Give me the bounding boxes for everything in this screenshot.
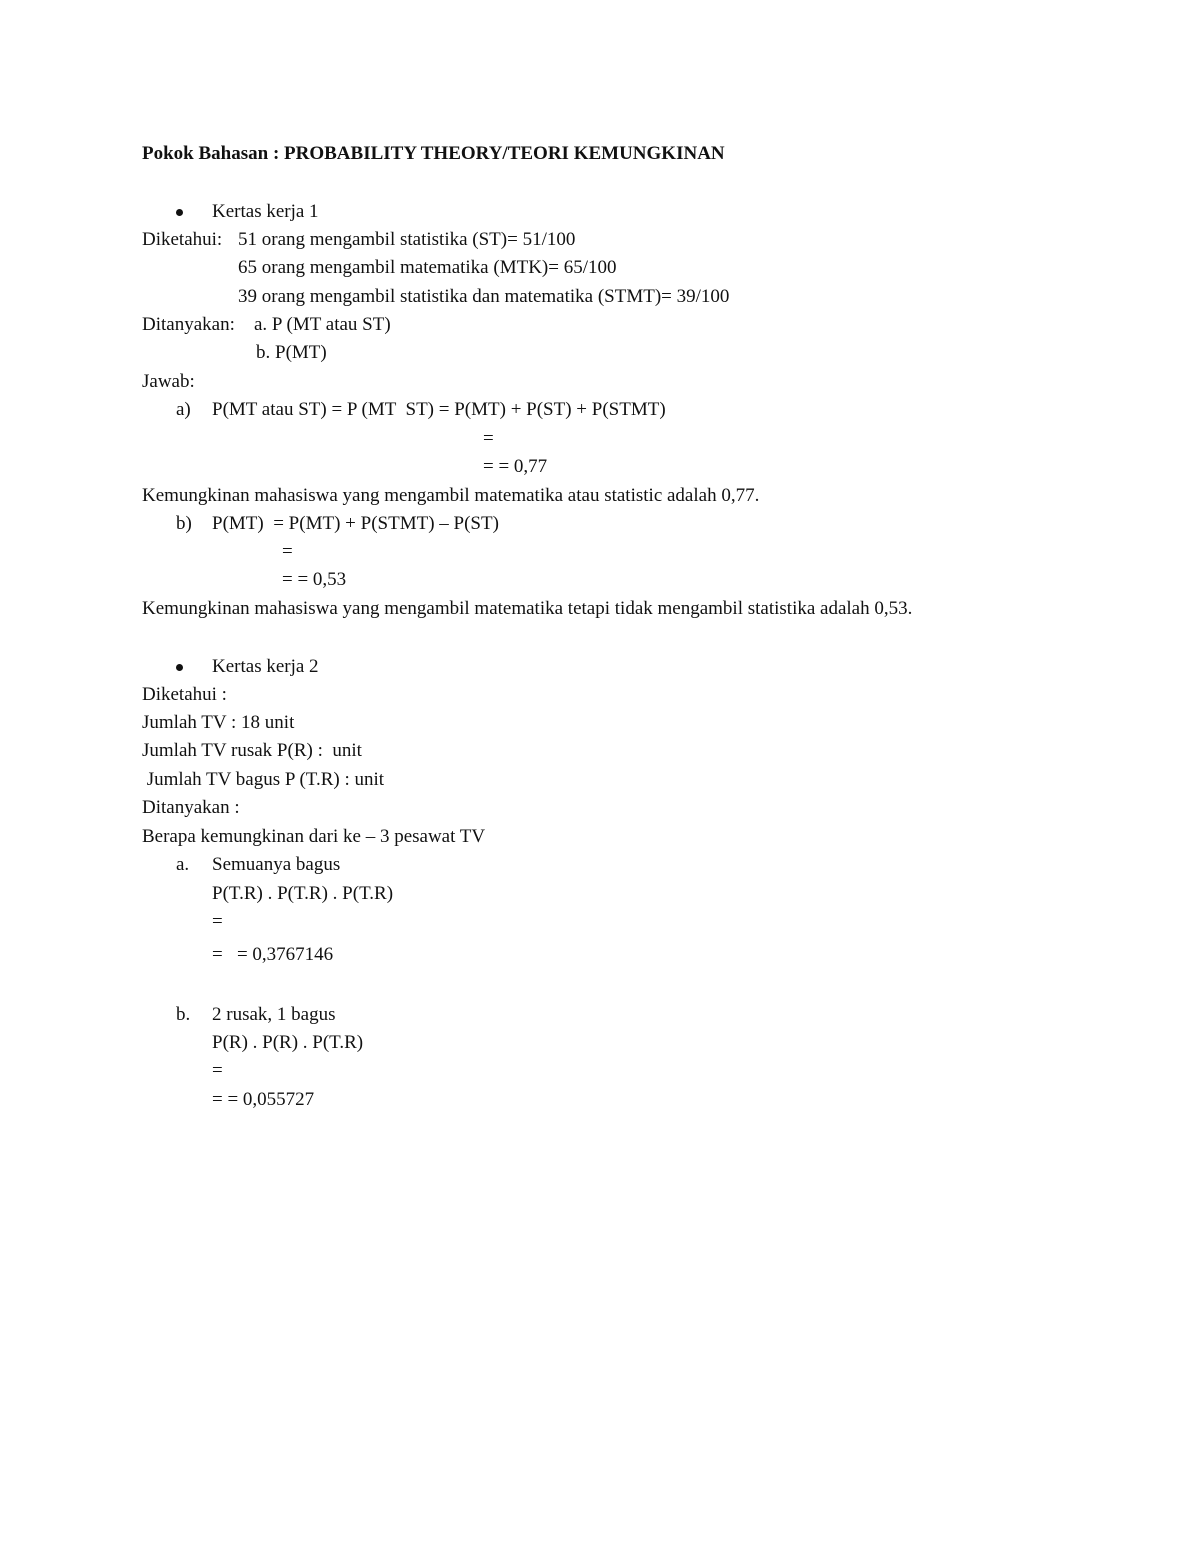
ditanyakan-item-a: a. P (MT atau ST) [254,314,391,335]
section1-heading: Kertas kerja 1 [212,201,319,222]
answer-a-eq2: = = 0,77 [483,456,548,477]
case-a-eq1: = [212,911,223,932]
bullet-icon [176,209,183,216]
case-b-title: 2 rusak, 1 bagus [212,1004,336,1025]
case-a-formula: P(T.R) . P(T.R) . P(T.R) [212,883,394,904]
answer-a-formula: P(MT atau ST) = P (MT ST) = P(MT) + P(ST) + P(STMT) [212,399,666,420]
answer-a-label: a) [176,399,191,420]
diketahui-label-2: Diketahui : [142,684,227,705]
case-b-eq1: = [212,1060,223,1081]
jumlah-tv: Jumlah TV : 18 unit [142,712,295,733]
answer-a-conclusion: Kemungkinan mahasiswa yang mengambil matematika atau statistic adalah 0,77. [142,485,760,506]
ditanyakan-label-2: Ditanyakan : [142,797,240,818]
ditanyakan-label: Ditanyakan: [142,314,235,335]
answer-b-label: b) [176,513,192,534]
jawab-label: Jawab: [142,371,195,392]
question-text: Berapa kemungkinan dari ke – 3 pesawat TV [142,826,486,847]
section2-heading: Kertas kerja 2 [212,656,319,677]
page-title: Pokok Bahasan : PROBABILITY THEORY/TEORI KEMUNGKINAN [142,143,725,164]
diketahui-label: Diketahui: [142,229,223,250]
diketahui-item-3: 39 orang mengambil statistika dan matematika (STMT)= 39/100 [238,286,730,307]
case-a-eq2: = = 0,3767146 [212,944,334,965]
diketahui-item-1: 51 orang mengambil statistika (ST)= 51/100 [238,229,576,250]
case-b-label: b. [176,1004,191,1025]
answer-b-formula: P(MT) = P(MT) + P(STMT) – P(ST) [212,513,499,534]
answer-b-eq1: = [282,541,293,562]
bullet-icon [176,664,183,671]
answer-b-eq2: = = 0,53 [282,569,347,590]
answer-b-conclusion: Kemungkinan mahasiswa yang mengambil matematika tetapi tidak mengambil statistika adalah 0,53. [142,598,913,619]
jumlah-tv-bagus: Jumlah TV bagus P (T.R) : unit [142,769,385,790]
case-a-title: Semuanya bagus [212,854,341,875]
case-b-eq2: = = 0,055727 [212,1089,315,1110]
jumlah-tv-rusak: Jumlah TV rusak P(R) : unit [142,740,362,761]
ditanyakan-item-b: b. P(MT) [256,342,327,363]
case-a-label: a. [176,854,190,875]
diketahui-item-2: 65 orang mengambil matematika (MTK)= 65/100 [238,257,617,278]
answer-a-eq1: = [483,428,494,449]
case-b-formula: P(R) . P(R) . P(T.R) [212,1032,364,1053]
